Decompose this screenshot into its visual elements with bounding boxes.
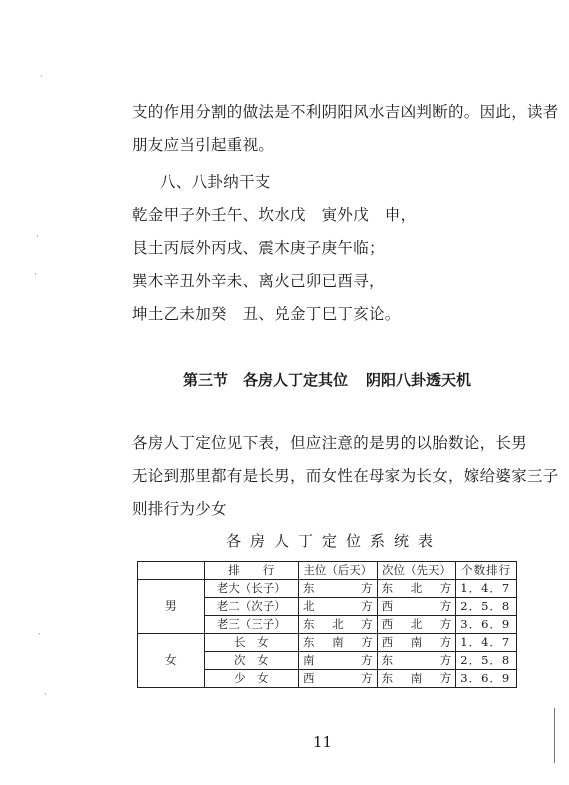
number-rank-cell: 1．4．7 [456,580,517,598]
body-line-2: 无论到那里都有是长男，而女性在母家为长女，嫁给婆家三子 [132,467,559,485]
verse-line-3: 巽木辛丑外辛未、离火己卯已酉寻， [132,272,385,290]
rank-cell: 长 女 [204,634,298,652]
main-position-cell: 北 方 [299,598,378,616]
table-row [138,580,517,598]
secondary-position-cell: 西 方 [377,598,456,616]
scan-speck-mark: · [44,690,47,699]
rank-cell: 少 女 [204,670,298,688]
scan-speck-mark: · [34,270,37,279]
table-title: 各房人丁定位系统表 [226,532,443,550]
rank-cell: 次 女 [204,652,298,670]
body-line-1: 各房人丁定位见下表，但应注意的是男的以胎数论，长男 [132,434,528,452]
group-label-female: 女 [138,634,205,688]
main-position-cell: 西 方 [299,670,378,688]
rank-cell: 老三（三子） [204,616,298,634]
number-rank-cell: 3．6．9 [456,616,517,634]
secondary-position-cell: 西 北 方 [377,616,456,634]
rank-cell: 老二（次子） [204,598,298,616]
secondary-position-cell: 西 南 方 [377,634,456,652]
header-cell-numbers: 个数排行 [456,562,517,580]
header-cell-rank: 排 行 [204,562,298,580]
paragraph-line-2: 朋友应当引起重视。 [132,136,275,154]
scan-speck-mark: · [38,630,41,639]
number-rank-cell: 2．5．8 [456,598,517,616]
chapter-heading-part2: 阴阳八卦透天机 [366,371,472,389]
secondary-position-cell: 东 北 方 [377,580,456,598]
body-line-3: 则排行为少女 [132,500,227,518]
table-row [138,634,517,652]
page-number: 11 [313,733,333,751]
secondary-position-cell: 东 方 [377,652,456,670]
scan-speck-mark: · [40,72,43,81]
main-position-cell: 东 南 方 [299,634,378,652]
personnel-position-table [137,561,517,688]
main-position-cell: 东 方 [299,580,378,598]
main-position-cell: 南 方 [299,652,378,670]
verse-line-4: 坤土乙未加癸 丑、兑金丁巳丁亥论。 [132,305,401,323]
table-header-row [138,562,517,580]
scan-speck-mark: · [36,232,39,241]
number-rank-cell: 1．4．7 [456,634,517,652]
header-cell-main: 主位（后天） [299,562,378,580]
verse-line-2: 艮土丙辰外丙戌、震木庚子庚午临； [132,239,385,257]
paragraph-line-1: 支的作用分割的做法是不利阴阳风水吉凶判断的。因此，读者 [132,103,559,121]
section-8-title: 八、八卦纳干支 [160,173,271,191]
header-cell-secondary: 次位（先天） [377,562,456,580]
rank-cell: 老大（长子） [204,580,298,598]
header-cell-group [138,562,205,580]
scan-edge-line [554,708,555,763]
number-rank-cell: 3．6．9 [456,670,517,688]
chapter-heading-part1: 第三节 各房人丁定其位 [183,371,349,389]
verse-line-1: 乾金甲子外壬午、坎水戊 寅外戊 申， [132,206,417,224]
number-rank-cell: 2．5．8 [456,652,517,670]
main-position-cell: 东 北 方 [299,616,378,634]
secondary-position-cell: 东 南 方 [377,670,456,688]
group-label-male: 男 [138,580,205,634]
